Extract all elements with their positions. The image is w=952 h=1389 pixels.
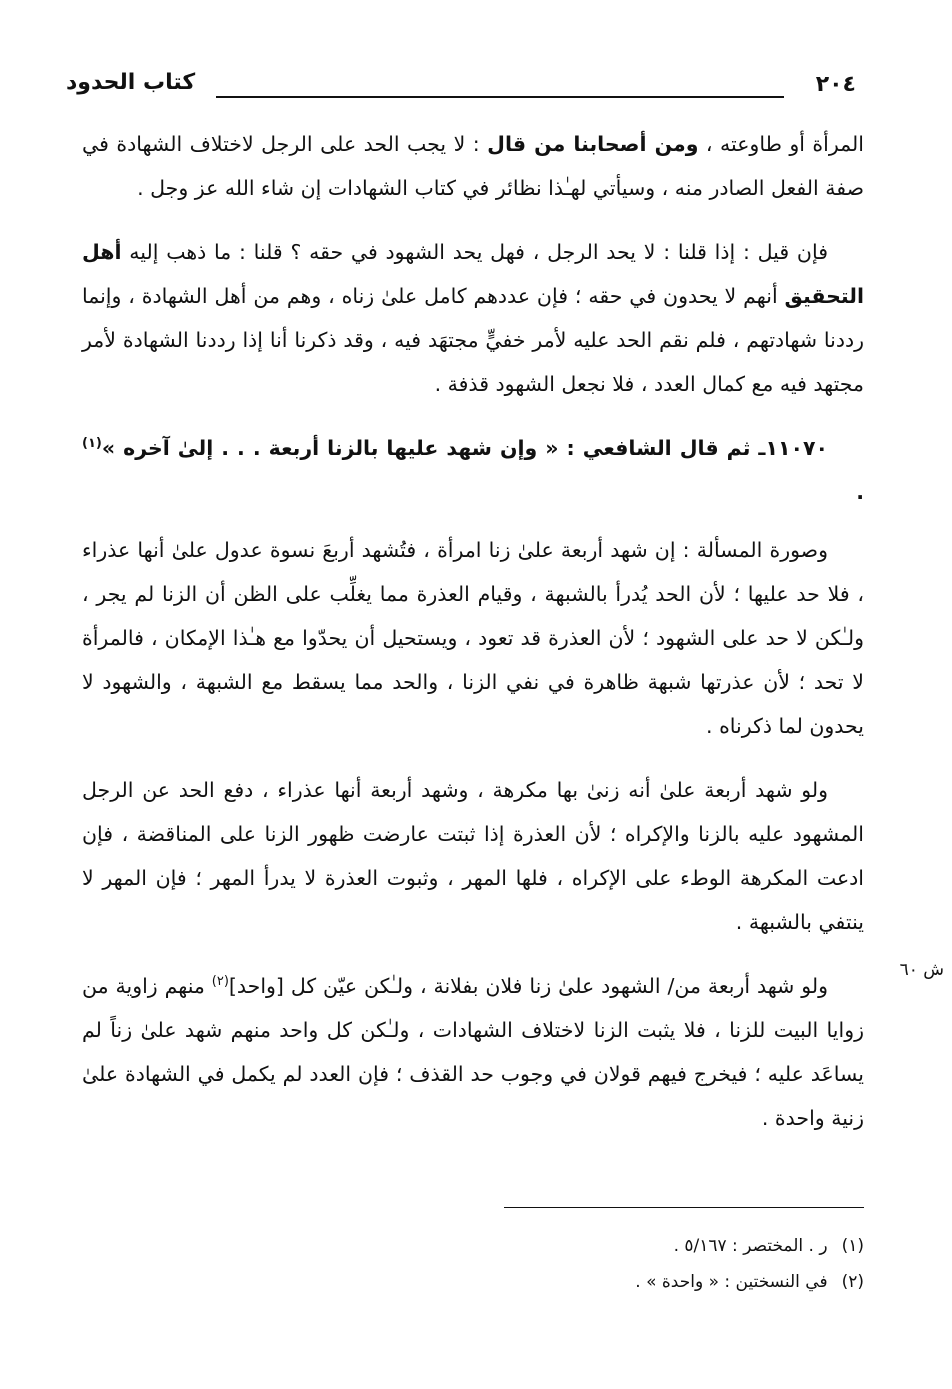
bold-span: ومن أصحابنا من قال (487, 132, 699, 156)
text-span: منهم زاوية من زوايا البيت للزنا ، فلا يثبت الزنا لاختلاف الشهادات ، ولـٰكن كل واحد منهم شهد علىٰ زناً لم يساعَد عليه ؛ فيخرج فيهم قولان في وجوب حد القذف ؛ فإن العدد لم يكمل في الشهادة علىٰ زنية واحدة . (82, 974, 864, 1130)
section-heading (82, 426, 864, 514)
footnote-1 (104, 1228, 864, 1264)
text-span: ولو شهد أربعة من/ الشهود علىٰ زنا فلان بفلانة ، ولـٰكن عيّن كل [واحد] (228, 974, 828, 998)
text-span: ولو شهد أربعة علىٰ أنه زنىٰ بها مكرهة ، وشهد أربعة أنها عذراء ، دفع الحد عن الرجل المشهود عليه بالزنا والإكراه ؛ لأن العذرة إذا ثبتت عارضت ظهور الزنا على المناقضة ، فإن ادعت المكرهة الوطء على الإكراه ، فلها المهر ، وثبوت العذرة لا يدرأ المهر ؛ فإن المهر لا ينتفي بالشبهة . (82, 778, 864, 934)
footnote-ref: (١) (82, 436, 102, 452)
page-header (66, 66, 856, 106)
paragraph-1 (82, 122, 864, 210)
text-span: أنهم لا يحدون في حقه ؛ فإن عددهم كامل علىٰ زناه ، وهم من أهل الشهادة ، وإنما رددنا شهادتهم ، فلم نقم الحد عليه لأمر خفيٍّ مجتهَد فيه ، وقد ذكرنا أنا إذا رددنا الشهادة لأمر مجتهد فيه مع كمال العدد ، فلا نجعل الشهود قذفة . (82, 284, 864, 396)
heading-text: ١١٠٧٠ـ ثم قال الشافعي : « وإن شهد عليها بالزنا أربعة . . . إلىٰ آخره » (101, 436, 828, 460)
page-number: ٢٠٤ (815, 72, 856, 97)
footnote-ref: (٢) (211, 974, 229, 990)
footnote-2 (104, 1264, 864, 1300)
paragraph-2 (82, 230, 864, 406)
text-span: وصورة المسألة : إن شهد أربعة علىٰ زنا امرأة ، فتُشهد أربعَ نسوة عدول علىٰ أنها عذراء ، فلا حد عليها ؛ لأن الحد يُدرأ بالشبهة ، وقيام العذرة مما يغلِّب على الظن أن الزنا لم يجر ، ولـٰكن لا حد على الشهود ؛ لأن العذرة قد تعود ، ويستحيل أن يحدّوا مع هـٰذا الإمكان ، فالمرأة لا تحد ؛ لأن عذرتها شبهة ظاهرة في نفي الزنا ، والحد مما يسقط مع الشبهة ، والشهود لا يحدون لما ذكرناه . (82, 538, 864, 738)
main-text (82, 122, 864, 1160)
book-title: كتاب الحدود (66, 70, 196, 95)
header-rule (216, 96, 784, 98)
text-span: المرأة أو طاوعته ، (698, 132, 864, 156)
footnote-number: (٢) (841, 1272, 864, 1292)
footnote-text: ر . المختصر : ٥/١٦٧ . (673, 1236, 828, 1256)
paragraph-6 (82, 964, 864, 1140)
bold-span: أهل التحقيق (82, 240, 864, 308)
text-span: : لا يجب الحد على الرجل لاختلاف الشهادة في صفة الفعل الصادر منه ، وسيأتي لهـٰذا نظائر في كتاب الشهادات إن شاء الله عز وجل . (82, 132, 864, 200)
footnote-number: (١) (841, 1236, 864, 1256)
footnote-rule (504, 1207, 864, 1208)
text-span: . (856, 480, 864, 504)
footnotes (104, 1228, 864, 1300)
margin-note: ش ٦٠ (899, 960, 944, 980)
text-span: فإن قيل : إذا قلنا : لا يحد الرجل ، فهل يحد الشهود في حقه ؟ قلنا : ما ذهب إليه (121, 240, 828, 264)
paragraph-5 (82, 768, 864, 944)
paragraph-4 (82, 528, 864, 748)
footnote-text: في النسختين : « واحدة » . (635, 1272, 828, 1292)
